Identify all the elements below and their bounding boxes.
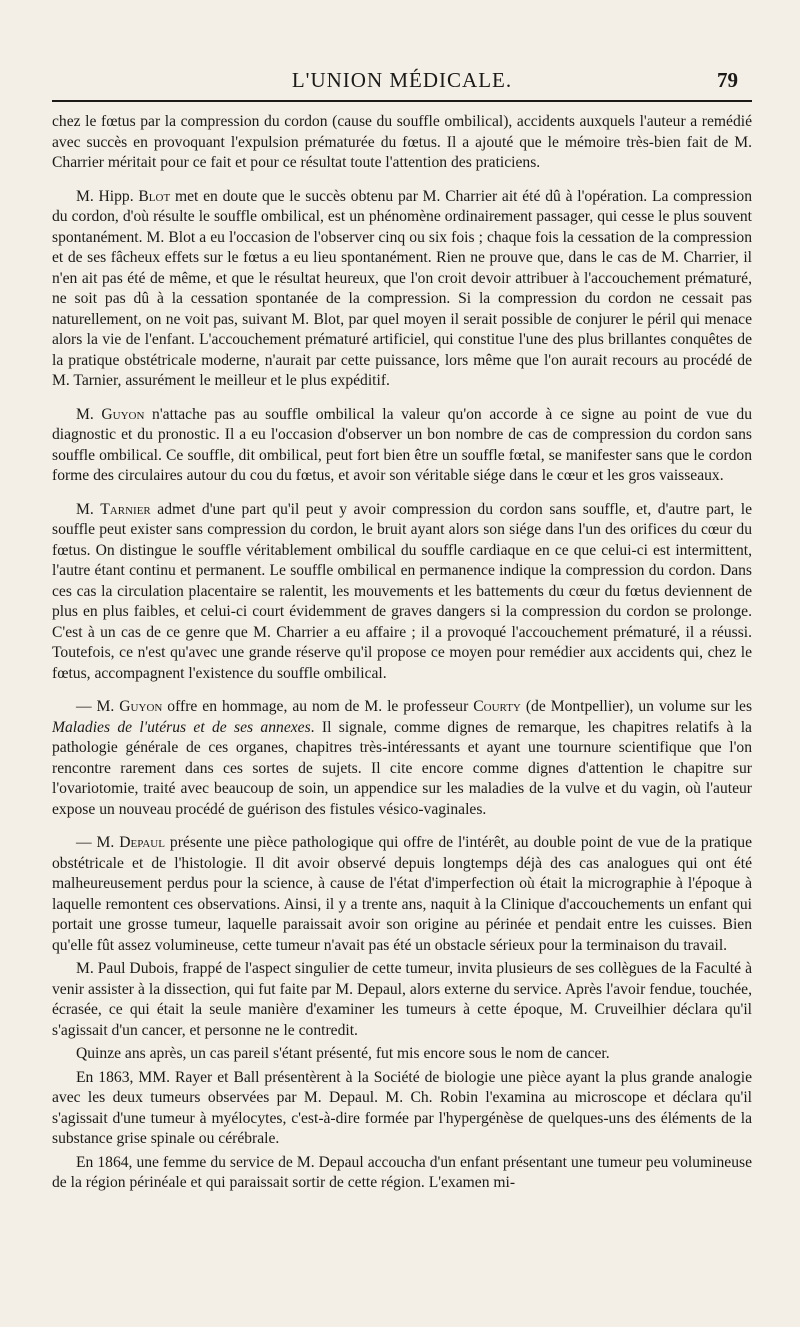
paragraph-text: Quinze ans après, un cas pareil s'étant présenté, fut mis encore sous le nom de cancer. xyxy=(76,1045,610,1062)
speaker-lead: M. Hipp. xyxy=(76,187,139,205)
paragraph-text: chez le fœtus par la compression du cordon (cause du souffle ombilical), accidents auxquels l'auteur a remédié avec succès en provoquant l'expulsion prématurée du fœtus. Il a ajouté que le mémoire très-bien fait de M. Charrier méritait pour ce fait et pour ce résultat toute l'attention des praticiens. xyxy=(52,113,752,171)
paragraph-text: présente une pièce pathologique qui offre de l'intérêt, au double point de vue de la pratique obstétricale et de l'histologie. Il dit avoir observé depuis longtemps déjà des cas analogues qui ont été malheureusement perdus pour la science, à cause de l'état d'imperfection où était la micrographie à l'époque à laquelle remontent ces observations. Ainsi, il y a trente ans, naquit à la Clinique d'accouchements un enfant qui portait une grosse tumeur, laquelle paraissait avoir son origine au périnée et pendait entre les cuisses. Bien qu'elle fût assez volumineuse, cette tumeur n'avait pas été un obstacle sérieux pour la terminaison du travail. xyxy=(52,834,752,954)
paragraph-1864 xyxy=(52,1153,752,1194)
speaker-name: Blot xyxy=(138,187,171,205)
article-body xyxy=(52,112,752,1194)
author-name: Courty xyxy=(473,698,521,715)
speaker-name: Guyon xyxy=(101,405,145,423)
paragraph-1863 xyxy=(52,1068,752,1150)
paragraph-blot xyxy=(52,187,752,392)
speaker-lead: — M. xyxy=(76,698,120,715)
book-title: Maladies de l'utérus et de ses annexes xyxy=(52,718,311,736)
paragraph-depaul xyxy=(52,833,752,956)
paragraph-guyon-courty xyxy=(52,697,752,820)
paragraph-text: M. Paul Dubois, frappé de l'aspect singulier de cette tumeur, invita plusieurs de ses collègues de la Faculté à venir assister à la dissection, qui fut faite par M. Depaul, alors externe du service. Après l'avoir fendue, touchée, écrasée, ce qui était la seule manière d'examiner les tumeurs à cette époque, M. Cruveilhier déclara qu'il s'agissait d'un cancer, et personne ne le contredit. xyxy=(52,960,752,1039)
speaker-name: Depaul xyxy=(119,834,165,851)
speaker-lead: — M. xyxy=(76,834,120,851)
paragraph-text: met en doute que le succès obtenu par M. Charrier ait été dû à l'opération. La compression du cordon, d'où résulte le souffle ombilical, est un phénomène ordinairement passager, qui cesse le plus souvent spontanément. M. Blot a eu l'occasion de l'observer cinq ou six fois ; chaque fois la cessation de la compression et de ses fâcheux effets sur le fœtus a eu lieu spontanément. Rien ne prouve que, dans le cas de M. Charrier, il n'en ait pas été de même, et que le résultat heureux, que l'on croit devoir attribuer à l'accouchement prématuré, ne soit pas dû à la cessation spontanée de la compression. Si la compression du cordon ne cessait pas naturellement, on ne voit pas, suivant M. Blot, par quel moyen il serait possible de conjurer le péril qui menace alors la vie de l'enfant. L'accouchement prématuré artificiel, qui constitue l'une des plus brillantes conquêtes de la pratique obstétricale moderne, n'aurait par cette puissance, lors même que l'on aurait recours au procédé de M. Tarnier, assurément le meilleur et le plus expéditif. xyxy=(52,187,752,389)
paragraph-text: admet d'une part qu'il peut y avoir compression du cordon sans souffle, et, d'autre part, le souffle peut exister sans compression du cordon, le bruit ayant alors son siége dans l'un des orifices du cœur du fœtus. On distingue le souffle véritablement ombilical du souffle cardiaque en ce que celui-ci est intermittent, l'autre étant continu et permanent. Le souffle ombilical en permanence indique la compression du cordon. Dans ces cas la circulation placentaire se ralentit, les mouvements et les battements du cœur du fœtus deviennent de plus en plus faibles, et celui-ci court évidemment de graves dangers si la compression du cordon se prolonge. C'est à un cas de ce genre que M. Charrier a eu affaire ; il a provoqué l'accouchement prématuré, il a réussi. Toutefois, ce n'est qu'avec une grande réserve qu'il propose ce moyen pour remédier aux accidents qui, chez le fœtus, accompagnent l'existence du souffle ombilical. xyxy=(52,500,752,682)
paragraph-1 xyxy=(52,112,752,174)
speaker-name: Guyon xyxy=(119,698,163,715)
paragraph-text: En 1863, MM. Rayer et Ball présentèrent à la Société de biologie une pièce ayant la plus grande analogie avec les deux tumeurs observées par M. Depaul. M. Ch. Robin l'examina au microscope et déclara qu'il s'agissait d'une tumeur à myélocytes, c'est-à-dire formée par l'hypergénèse de quelques-uns des éléments de la substance grise spinale ou cérébrale. xyxy=(52,1068,752,1147)
paragraph-dubois xyxy=(52,959,752,1041)
paragraph-text: n'attache pas au souffle ombilical la valeur qu'on accorde à ce signe au point de vue du diagnostic et du pronostic. Il a eu l'occasion d'observer un bon nombre de cas de compression du cordon sans souffle ombilical. Ce souffle, dit ombilical, peut fort bien être un souffle fœtal, se manifester sans que le cordon forme des circulaires autour du cou du fœtus, et avoir son véritable siége dans le cœur et les gros vaisseaux. xyxy=(52,405,752,484)
paragraph-text: (de Montpellier), un volume sur les xyxy=(520,698,753,715)
running-header xyxy=(52,60,752,96)
header-rule xyxy=(52,100,752,102)
paragraph-guyon xyxy=(52,405,752,487)
speaker-lead: M. xyxy=(76,500,101,518)
paragraph-text: En 1864, une femme du service de M. Depaul accoucha d'un enfant présentant une tumeur peu volumineuse de la région périnéale et qui paraissait sortir de cette région. L'examen mi- xyxy=(52,1153,752,1191)
paragraph-quinze xyxy=(52,1044,752,1065)
journal-title: L'UNION MÉDICALE. xyxy=(291,68,513,92)
paragraph-tarnier xyxy=(52,500,752,685)
page-number: 79 xyxy=(717,68,738,92)
speaker-name: Tarnier xyxy=(100,500,151,518)
paragraph-text: . Il signale, comme dignes de remarque, les chapitres relatifs à la pathologie générale de ces organes, chapitres très-intéressants et ayant une tournure scientifique que l'on rencontre rarement dans ces sortes de sujets. Il cite encore comme dignes d'attention le chapitre sur l'ovariotomie, traité avec beaucoup de soin, un appendice sur les maladies de la vulve et du vagin, où l'auteur expose un nouveau procédé de guérison des fistules vésico-vaginales. xyxy=(52,718,752,818)
speaker-lead: M. xyxy=(76,405,102,423)
paragraph-text: offre en hommage, au nom de M. le professeur xyxy=(162,698,474,715)
